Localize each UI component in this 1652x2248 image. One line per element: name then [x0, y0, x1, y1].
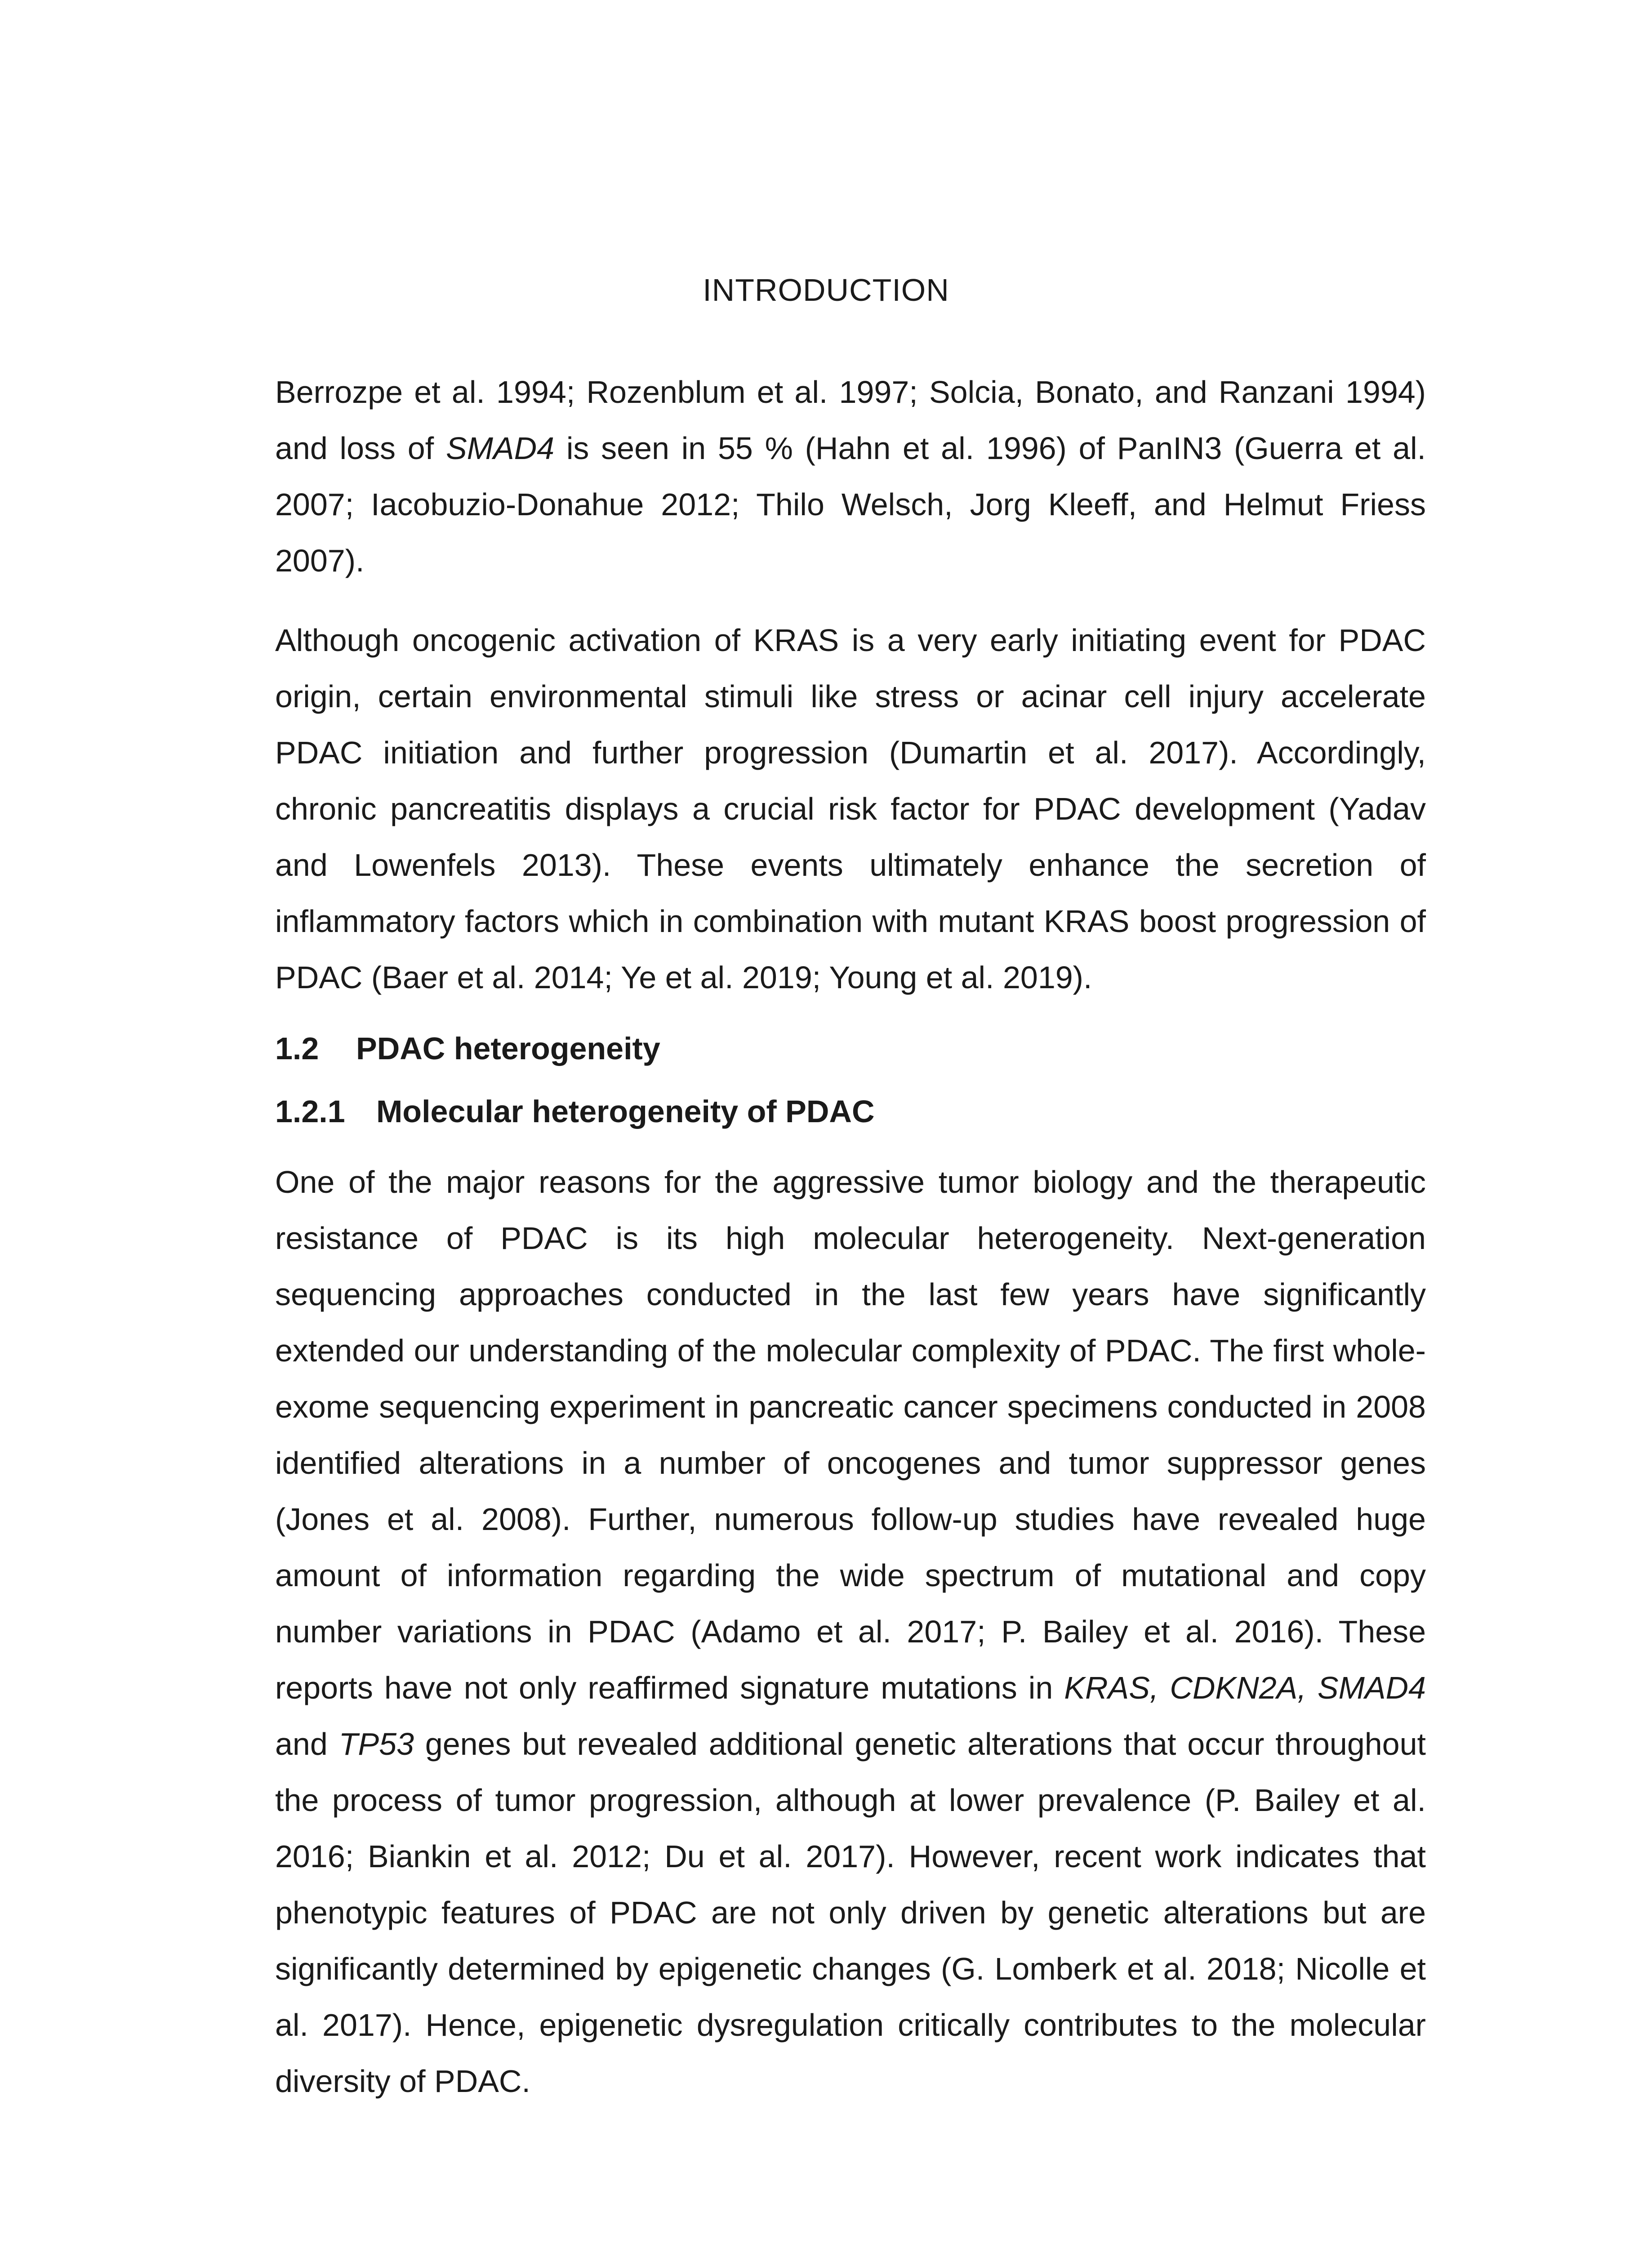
paragraph-text: One of the major reasons for the aggressive tumor biology and the therapeutic resistance of PDAC is its high molecular heterogeneity. Next-generation sequencing approaches conducted in the last few years have significantly extended our understanding of the molecular complexity of PDAC. The first whole-exome sequencing experiment in pancreatic cancer specimens conducted in 2008 identified alterations in a number of oncogenes and tumor suppressor genes (Jones et al. 2008). Further, numerous follow-up studies have revealed huge amount of information regarding the wide spectrum of mutational and copy number variations in PDAC (Adamo et al. 2017; P. Bailey et al. 2016). These reports have not only reaffirmed signature mutations in [275, 1164, 1426, 1705]
subsection-number: 1.2.1 [275, 1094, 345, 1129]
section-number: 1.2 [275, 1031, 319, 1066]
paragraph-molecular-heterogeneity [275, 1154, 1426, 2110]
conjunction-text: and [275, 1726, 339, 1762]
running-header: INTRODUCTION [703, 272, 949, 308]
section-title: PDAC heterogeneity [356, 1031, 660, 1066]
subsection-title: Molecular heterogeneity of PDAC [376, 1094, 875, 1129]
paragraph-continued [275, 364, 1426, 589]
gene-name: TP53 [338, 1726, 414, 1762]
paragraph-text: genes but revealed additional genetic alterations that occur throughout the process of tumor progression, although at lower prevalence (P. Bailey et al. 2016; Biankin et al. 2012; Du et al. 2017). However, recent work indicates that phenotypic features of PDAC are not only driven by genetic alterations but are significantly determined by epigenetic changes (G. Lomberk et al. 2018; Nicolle et al. 2017). Hence, epigenetic dysregulation critically contributes to the molecular diversity of PDAC. [275, 1726, 1426, 2099]
body-content [275, 364, 1426, 2110]
gene-names: KRAS, CDKN2A, SMAD4 [1064, 1670, 1426, 1705]
paragraph-kras-activation: Although oncogenic activation of KRAS is a very early initiating event for PDAC origin, certain environmental stimuli like stress or acinar cell injury accelerate PDAC initiation and further progression (Dumartin et al. 2017). Accordingly, chronic pancreatitis displays a crucial risk factor for PDAC development (Yadav and Lowenfels 2013). These events ultimately enhance the secretion of inflammatory factors which in combination with mutant KRAS boost progression of PDAC (Baer et al. 2014; Ye et al. 2019; Young et al. 2019). [275, 623, 1426, 995]
paragraph-text: is seen in 55 % (Hahn et al. 1996) of PanIN3 (Guerra et al. 2007; Iacobuzio-Donahue 2012; Thilo Welsch, Jorg Kleeff, and Helmut Friess 2007). [275, 431, 1426, 578]
gene-name: SMAD4 [445, 431, 555, 466]
paragraph-text: Berrozpe et al. 1994; Rozenblum et al. 1997; Solcia, Bonato, and Ranzani 1994) and loss of [275, 375, 1426, 466]
section-heading [275, 1024, 1426, 1073]
subsection-heading [275, 1087, 1426, 1136]
